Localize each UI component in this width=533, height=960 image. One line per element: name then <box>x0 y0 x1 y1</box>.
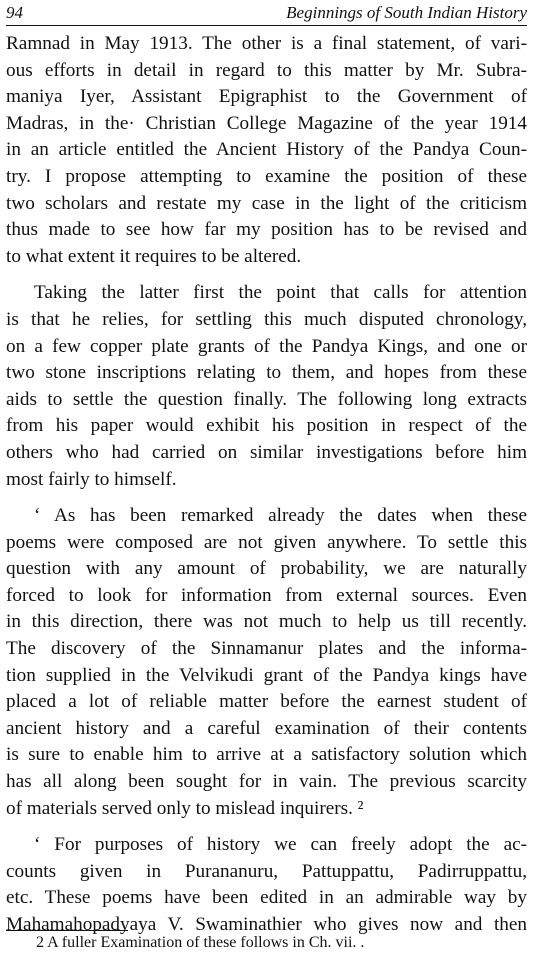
text-line: two scholars and restate my case in the light of the criticism <box>6 192 527 214</box>
text-line: in an article entitled the Ancient History of the Pandya Coun- <box>6 139 527 161</box>
page-number: 94 <box>6 3 23 22</box>
text-line: ancient history and a careful examination of their contents <box>6 717 527 739</box>
text-line: placed a lot of reliable matter before the earnest student of <box>6 691 527 713</box>
text-line: is that he relies, for settling this much disputed chronology, <box>6 308 527 330</box>
text-line: forced to look for information from external sources. Even <box>6 584 527 606</box>
text-line: to what extent it requires to be altered. <box>6 245 302 267</box>
text-line: poems were composed are not given anywhere. To settle this <box>6 531 527 553</box>
paragraph <box>6 31 527 270</box>
body-text <box>6 31 527 939</box>
paragraph <box>6 503 527 822</box>
footnote: 2 A fuller Examination of these follows in Ch. vii. . <box>36 934 365 951</box>
running-title: Beginnings of South Indian History <box>286 3 527 22</box>
text-line: try. I propose attempting to examine the position of these <box>6 165 527 187</box>
text-line: is sure to enable him to arrive at a satisfactory solution which <box>6 744 527 766</box>
text-line: tion supplied in the Velvikudi grant of the Pandya kings have <box>6 664 527 686</box>
text-line: ‘ For purposes of history we can freely adopt the ac- <box>34 834 527 856</box>
text-line: ous efforts in detail in regard to this matter by Mr. Subra- <box>6 59 527 81</box>
header-rule <box>6 25 527 26</box>
text-line: Mahamahopadyaya V. Swaminathier who gives now and then <box>6 914 527 935</box>
text-line: Taking the latter first the point that calls for attention <box>34 282 527 304</box>
text-line: counts given in Purananuru, Pattuppattu, Padirruppattu, <box>6 860 527 882</box>
text-line: most fairly to himself. <box>6 468 177 490</box>
text-line: Ramnad in May 1913. The other is a final statement, of vari- <box>6 33 527 54</box>
text-line: of materials served only to mislead inquirers. ² <box>6 797 364 819</box>
paragraph <box>6 832 527 938</box>
text-line: question with any amount of probability, we are naturally <box>6 558 527 580</box>
text-line: on a few copper plate grants of the Pandya Kings, and one or <box>6 335 527 357</box>
text-line: The discovery of the Sinnamanur plates and the informa- <box>6 638 527 660</box>
paragraph-gap <box>6 270 527 280</box>
text-line: ‘ As has been remarked already the dates when these <box>34 505 527 527</box>
text-line: others who had carried on similar investigations before him <box>6 441 527 463</box>
text-line: aids to settle the question finally. The following long extracts <box>6 388 527 410</box>
paragraph-gap <box>6 822 527 832</box>
text-line: thus made to see how far my position has to be revised and <box>6 219 527 241</box>
page-header <box>6 2 527 24</box>
paragraph-gap <box>6 493 527 503</box>
paragraph <box>6 280 527 493</box>
text-line: has all along been sought for in vain. The previous scarcity <box>6 771 527 793</box>
text-line: in this direction, there was not much to help us till recently. <box>6 611 527 633</box>
text-line: etc. These poems have been edited in an admirable way by <box>6 887 527 909</box>
text-line: Madras, in the· Christian College Magazine of the year 1914 <box>6 112 527 134</box>
text-line: from his paper would exhibit his position in respect of the <box>6 415 527 437</box>
text-line: maniya Iyer, Assistant Epigraphist to the Government of <box>6 86 527 108</box>
text-line: two stone inscriptions relating to them, and hopes from these <box>6 362 527 384</box>
